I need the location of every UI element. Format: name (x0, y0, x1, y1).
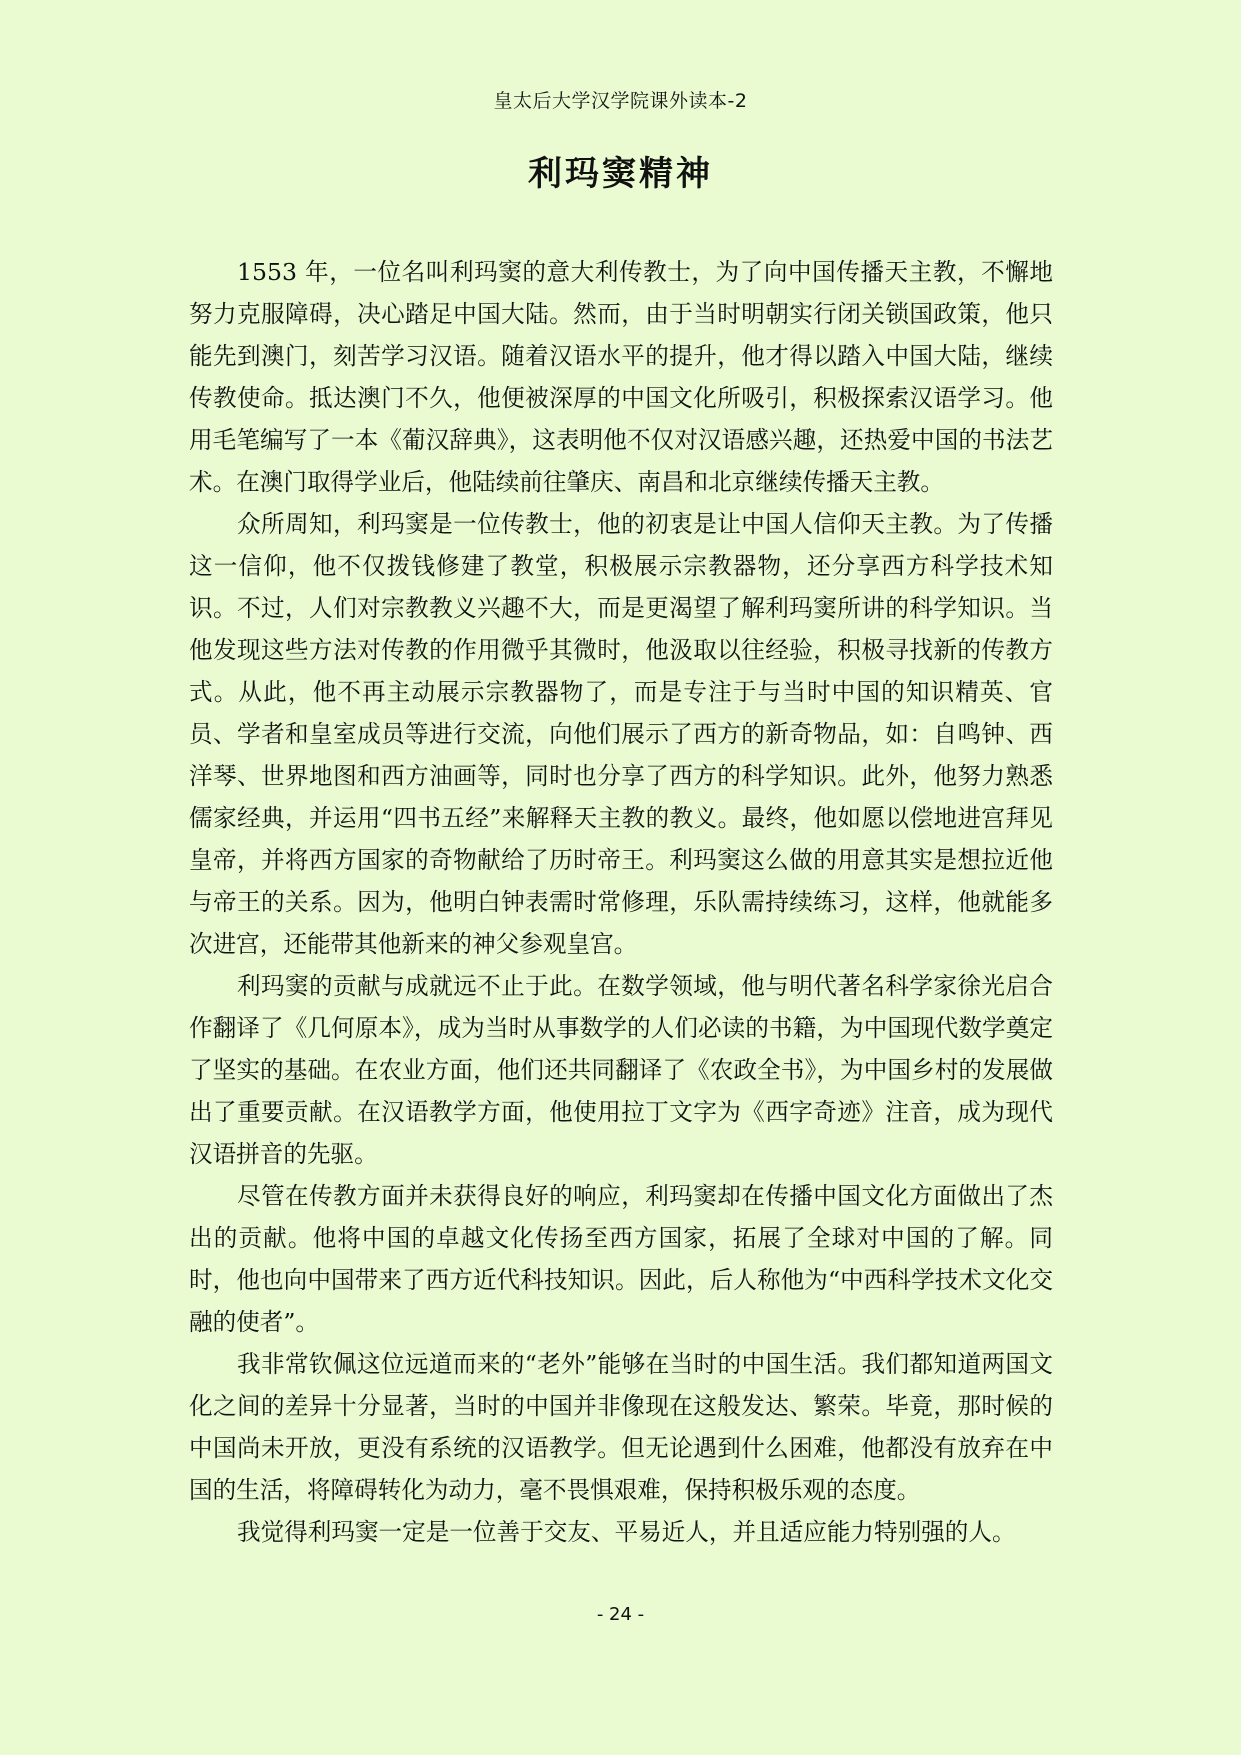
page-number: - 24 - (596, 1604, 645, 1625)
paragraph: 利玛窦的贡献与成就远不止于此。在数学领域，他与明代著名科学家徐光启合作翻译了《几何原本》，成为当时从事数学的人们必读的书籍，为中国现代数学奠定了坚实的基础。在农业方面，他们还共同翻译了《农政全书》，为中国乡村的发展做出了重要贡献。在汉语教学方面，他使用拉丁文字为《西字奇迹》注音，成为现代汉语拼音的先驱。 (189, 972, 1053, 1168)
paragraph: 我非常钦佩这位远道而来的“老外”能够在当时的中国生活。我们都知道两国文化之间的差异十分显著，当时的中国并非像现在这般发达、繁荣。毕竟，那时候的中国尚未开放，更没有系统的汉语教学。但无论遇到什么困难，他都没有放弃在中国的生活，将障碍转化为动力，毫不畏惧艰难，保持积极乐观的态度。 (189, 1350, 1053, 1504)
paragraph: 众所周知，利玛窦是一位传教士，他的初衷是让中国人信仰天主教。为了传播这一信仰，他不仅拨钱修建了教堂，积极展示宗教器物，还分享西方科学技术知识。不过，人们对宗教教义兴趣不大，而是更渴望了解利玛窦所讲的科学知识。当他发现这些方法对传教的作用微乎其微时，他汲取以往经验，积极寻找新的传教方式。从此，他不再主动展示宗教器物了，而是专注于与当时中国的知识精英、官员、学者和皇室成员等进行交流，向他们展示了西方的新奇物品，如：自鸣钟、西洋琴、世界地图和西方油画等，同时也分享了西方的科学知识。此外，他努力熟悉儒家经典，并运用“四书五经”来解释天主教的教义。最终，他如愿以偿地进宫拜见皇帝，并将西方国家的奇物献给了历时帝王。利玛窦这么做的用意其实是想拉近他与帝王的关系。因为，他明白钟表需时常修理，乐队需持续练习，这样，他就能多次进宫，还能带其他新来的神父参观皇宫。 (189, 510, 1053, 958)
paragraph: 1553 年，一位名叫利玛窦的意大利传教士，为了向中国传播天主教，不懈地努力克服障碍，决心踏足中国大陆。然而，由于当时明朝实行闭关锁国政策，他只能先到澳门，刻苦学习汉语。随着汉语水平的提升，他才得以踏入中国大陆，继续传教使命。抵达澳门不久，他便被深厚的中国文化所吸引，积极探索汉语学习。他用毛笔编写了一本《葡汉辞典》，这表明他不仅对汉语感兴趣，还热爱中国的书法艺术。在澳门取得学业后，他陆续前往肇庆、南昌和北京继续传播天主教。 (189, 258, 1053, 496)
page-title: 利玛窦精神 (528, 154, 713, 194)
paragraph: 尽管在传教方面并未获得良好的响应，利玛窦却在传播中国文化方面做出了杰出的贡献。他将中国的卓越文化传扬至西方国家，拓展了全球对中国的了解。同时，他也向中国带来了西方近代科技知识。因此，后人称他为“中西科学技术文化交融的使者”。 (189, 1182, 1053, 1336)
article-body (189, 251, 1053, 1553)
paragraph: 我觉得利玛窦一定是一位善于交友、平易近人，并且适应能力特别强的人。 (237, 1518, 1016, 1546)
running-header: 皇太后大学汉学院课外读本-2 (493, 90, 748, 112)
